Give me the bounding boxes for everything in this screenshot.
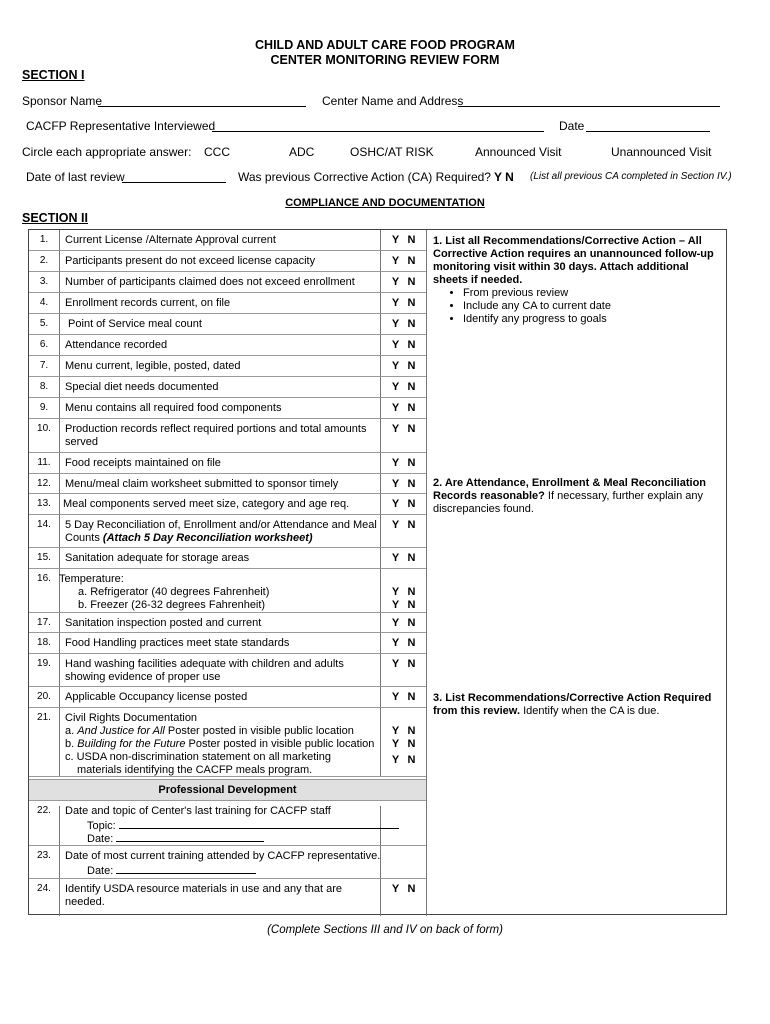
row-text: Date of most current training attended by CACFP representative. [65,850,381,862]
row-subitem: b. Freezer (26-32 degrees Fahrenheit) [78,599,266,611]
bullet-item: • Identify any progress to goals [463,313,723,326]
cacfp-rep-label: CACFP Representative Interviewed [26,119,216,133]
table-row [29,801,426,846]
prev-ca-label: Was previous Corrective Action (CA) Required? [238,170,491,184]
row-number: 20. [37,691,51,702]
yn-choice[interactable]: Y N [391,457,416,469]
yn-choice[interactable]: Y N [391,234,416,246]
form-title-line2: CENTER MONITORING REVIEW FORM [270,53,500,67]
row-text: 5 Day Reconciliation of, Enrollment and/or Attendance and Meal Counts (Attach 5 Day Reconciliation worksheet) [65,519,377,544]
professional-development-heading: Professional Development [29,779,426,801]
yn-choice[interactable]: Y N [391,738,416,750]
yn-choice[interactable]: Y N [391,360,416,372]
yn-choice[interactable]: Y N [391,478,416,490]
yn-choice[interactable]: Y N [391,725,416,737]
yn-choice[interactable]: Y N [391,402,416,414]
table-row [29,633,426,654]
row-number: 19. [37,658,51,669]
row-number: 14. [37,519,51,530]
yn-choice[interactable]: Y N [391,339,416,351]
center-name-field[interactable] [458,94,720,107]
row-number: 9. [39,402,49,413]
date-label: Date [559,119,585,133]
yn-choice[interactable]: Y N [391,519,416,531]
row-subitem: a. And Justice for All Poster posted in visible public location [65,725,354,737]
current-ca-question[interactable]: 3. List Recommendations/Corrective Action Required from this review. Identify when the CA is due. [433,692,712,717]
row-number: 21. [37,712,51,723]
table-row [29,879,426,916]
yn-choice[interactable]: Y N [391,599,416,611]
row-number: 6. [39,339,49,350]
row-number: 7. [39,360,49,371]
topic-line: Topic: [87,818,403,833]
row-number: 4. [39,297,49,308]
row-text: Food Handling practices meet state standards [65,637,290,649]
row-number: 10. [37,423,51,434]
option-oshc-at-risk[interactable]: OSHC/AT RISK [350,145,434,159]
table-row [29,398,426,419]
row-text: Hand washing facilities adequate with children and adults showing evidence of proper use [65,658,344,683]
last-review-label: Date of last review [26,170,125,184]
row-text: Sanitation adequate for storage areas [65,552,250,564]
row-number: 13. [37,498,51,509]
row-subitem: materials identifying the CACFP meals program. [77,764,313,776]
reconciliation-question[interactable]: 2. Are Attendance, Enrollment & Meal Reconciliation Records reasonable? If necessary, further explain any discrepancies found. [433,477,707,515]
yn-choice[interactable]: Y N [391,381,416,393]
row-number: 16. [37,573,51,584]
row-text: Number of participants claimed does not exceed enrollment [65,276,355,288]
yn-choice[interactable]: Y N [391,552,416,564]
prev-ca-yn[interactable]: Y N [494,170,514,184]
row-text: Date and topic of Center's last training for CACFP staff [65,805,331,817]
circle-answer-label: Circle each appropriate answer: [22,145,192,159]
row-text: Sanitation inspection posted and current [65,617,262,629]
table-row [29,654,426,687]
row-text: Menu current, legible, posted, dated [65,360,241,372]
yn-choice[interactable]: Y N [391,691,416,703]
table-row [29,356,426,377]
yn-choice[interactable]: Y N [391,586,416,598]
row-subitem: c. USDA non-discrimination statement on all marketing [65,751,331,763]
right-col-divider [426,230,427,916]
bullet-item: • From previous review [463,287,723,300]
row-text: Current License /Alternate Approval current [65,234,276,246]
row-number: 5. [39,318,49,329]
row-text: Point of Service meal count [65,318,202,330]
row-text: Enrollment records current, on file [65,297,231,309]
option-announced-visit[interactable]: Announced Visit [475,145,562,159]
form-title-line1: CHILD AND ADULT CARE FOOD PROGRAM [255,38,515,52]
compliance-title: COMPLIANCE AND DOCUMENTATION [285,197,485,209]
section-2-table [28,229,727,915]
yn-choice[interactable]: Y N [391,423,416,435]
row-text: Production records reflect required portions and total amounts served [65,423,367,448]
row-number: 8. [39,381,49,392]
section-1-heading: SECTION I [22,68,85,82]
table-row [29,494,426,515]
row-text: Attendance recorded [65,339,168,351]
table-row [29,569,426,613]
row-text: Participants present do not exceed license capacity [65,255,316,267]
row-text: Special diet needs documented [65,381,219,393]
row-number: 15. [37,552,51,563]
table-row [29,230,426,251]
row-number: 22. [37,805,51,816]
prev-ca-note: (List all previous CA completed in Section IV.) [530,171,732,182]
table-row [29,474,426,494]
yn-choice[interactable]: Y N [391,318,416,330]
date-line: Date: [87,863,403,878]
row-subitem: a. Refrigerator (40 degrees Fahrenheit) [78,586,270,598]
table-row [29,272,426,293]
table-row [29,515,426,548]
table-row [29,377,426,398]
option-unannounced-visit[interactable]: Unannounced Visit [611,145,712,159]
row-text: Menu contains all required food components [65,402,282,414]
topic-field[interactable] [119,818,399,829]
row-number: 17. [37,617,51,628]
row-text: Meal components served meet size, category and age req. [63,498,350,510]
option-ccc[interactable]: CCC [204,145,230,159]
row-number: 18. [37,637,51,648]
row-text: Food receipts maintained on file [65,457,221,469]
sponsor-name-label: Sponsor Name [22,94,103,108]
cacfp-rep-field[interactable] [212,119,544,132]
row-text: Civil Rights Documentation [65,712,198,724]
table-row [29,419,426,453]
table-row [29,708,426,777]
yn-choice[interactable]: Y N [391,276,416,288]
bullet-item: • Include any CA to current date [463,300,723,313]
row-number: 11. [37,457,51,468]
row-text: Temperature: [59,573,124,585]
table-row [29,314,426,335]
sponsor-name-field[interactable] [98,94,306,107]
yn-choice[interactable]: Y N [391,617,416,629]
yn-choice[interactable]: Y N [391,255,416,267]
table-row [29,846,426,879]
yn-choice[interactable]: Y N [391,498,416,510]
date-field[interactable] [586,119,710,132]
option-adc[interactable]: ADC [289,145,315,159]
recommendations-question[interactable]: 1. List all Recommendations/Corrective Action – All Corrective Action requires an unannounced follow-up monitoring visit within 30 days. Attach additional sheets if needed. • From previous review • Include any CA to current date • Identify any progress to goals [433,235,723,326]
table-row [29,613,426,633]
section-2-heading: SECTION II [22,211,88,225]
footer-note: (Complete Sections III and IV on back of form) [267,924,503,936]
training-date-field[interactable] [116,831,264,842]
yn-choice[interactable]: Y N [391,754,416,766]
center-name-label: Center Name and Address [322,94,464,108]
table-row [29,293,426,314]
table-row [29,453,426,474]
row-text: Applicable Occupancy license posted [65,691,248,703]
row-number: 12. [37,478,51,489]
date-line: Date: [87,831,403,846]
yn-choice[interactable]: Y N [391,658,416,670]
row-text: Identify USDA resource materials in use and any that are needed. [65,883,342,908]
row-number: 3. [39,276,49,287]
yn-choice[interactable]: Y N [391,637,416,649]
last-review-field[interactable] [122,170,226,183]
yn-choice[interactable]: Y N [391,297,416,309]
row-number: 24. [37,883,51,894]
row-subitem: b. Building for the Future Poster posted in visible public location [65,738,375,750]
table-row [29,335,426,356]
rep-training-date-field[interactable] [116,863,256,874]
row-number: 2. [39,255,49,266]
table-row [29,687,426,708]
table-row [29,251,426,272]
table-row [29,548,426,569]
row-number: 23. [37,850,51,861]
row-number: 1. [39,234,49,245]
row-text: Menu/meal claim worksheet submitted to sponsor timely [65,478,339,490]
yn-choice[interactable]: Y N [391,883,416,895]
